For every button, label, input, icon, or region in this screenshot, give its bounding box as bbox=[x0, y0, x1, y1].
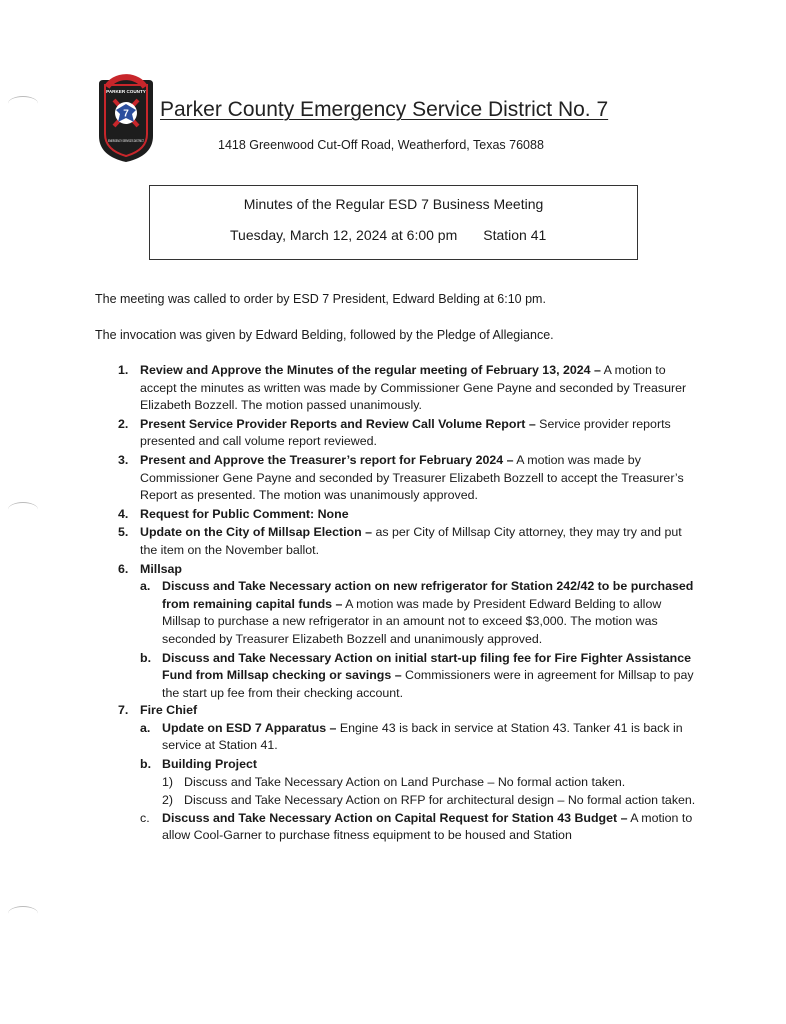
scan-mark bbox=[8, 906, 38, 921]
scan-mark bbox=[8, 502, 38, 517]
item-number: 3. bbox=[118, 452, 129, 467]
sub-item-text: Commissioners were in agreement for Millsap to pay the start up fee from their checking account. bbox=[162, 668, 694, 700]
meeting-station: Station 41 bbox=[483, 227, 547, 243]
call-to-order: The meeting was called to order by ESD 7 President, Edward Belding at 6:10 pm. bbox=[95, 292, 546, 306]
item-number: 2. bbox=[118, 416, 129, 431]
sub-sub-number: 2) bbox=[162, 793, 174, 808]
item-number: 4. bbox=[118, 506, 129, 521]
sub-item-heading: Building Project bbox=[162, 757, 257, 772]
meeting-date-time: Tuesday, March 12, 2024 at 6:00 pm bbox=[230, 227, 458, 243]
agenda-item-7a bbox=[140, 720, 698, 755]
sub-item-heading: Discuss and Take Necessary Action on initial start-up filing fee for Fire Fighter Assistance Fund from Millsap checking or savings – bbox=[162, 650, 692, 683]
title-box bbox=[149, 185, 638, 260]
sub-item-letter: a. bbox=[140, 579, 151, 594]
invocation: The invocation was given by Edward Belding, followed by the Pledge of Allegiance. bbox=[95, 328, 554, 342]
sub-item-letter: c. bbox=[140, 810, 150, 825]
item-heading: Present Service Provider Reports and Review Call Volume Report – bbox=[140, 416, 536, 431]
meeting-date-line bbox=[230, 227, 546, 243]
agenda-item-7 bbox=[118, 702, 698, 720]
item-number: 5. bbox=[118, 525, 129, 540]
logo-text-bottom: EMERGENCY SERVICES DISTRICT bbox=[108, 139, 145, 143]
sub-item-text: Engine 43 is back in service at Station 43. Tanker 41 is back in service at Station 41. bbox=[162, 720, 683, 753]
agenda-item-7b-1 bbox=[162, 774, 698, 792]
agenda-item-4 bbox=[118, 506, 698, 524]
sub-sub-text: Discuss and Take Necessary Action on RFP for architectural design – No formal action taken. bbox=[184, 793, 696, 808]
agenda-item-7b-2 bbox=[162, 792, 698, 810]
sub-item-text: A motion to allow Cool-Garner to purchase fitness equipment to be housed and Station bbox=[162, 810, 693, 843]
sub-item-heading: Discuss and Take Necessary action on new refrigerator for Station 242/42 to be purchased from remaining capital funds – bbox=[162, 579, 694, 611]
sub-item-letter: a. bbox=[140, 720, 151, 735]
agenda-item-6 bbox=[118, 561, 698, 579]
sub-item-letter: b. bbox=[140, 757, 152, 772]
agenda-item-7b bbox=[140, 756, 698, 774]
item-text: A motion was made by Commissioner Gene Payne and seconded by Treasurer Elizabeth Bozzell to accept the Treasurer’s Report as presented. The motion was unanimously approved. bbox=[140, 452, 684, 503]
item-heading: Present and Approve the Treasurer’s report for February 2024 – bbox=[140, 452, 514, 467]
logo-text-top: PARKER COUNTY bbox=[106, 89, 146, 94]
agenda-item-6b bbox=[140, 650, 698, 703]
agenda-item-3 bbox=[118, 452, 698, 505]
item-text: Service provider reports presented and call volume report reviewed. bbox=[140, 416, 671, 449]
item-heading: Update on the City of Millsap Election – bbox=[140, 525, 373, 540]
scan-mark bbox=[8, 96, 38, 111]
item-heading: Fire Chief bbox=[140, 703, 198, 718]
address: 1418 Greenwood Cut-Off Road, Weatherford, Texas 76088 bbox=[218, 138, 544, 152]
item-heading: Request for Public Comment: None bbox=[140, 506, 349, 521]
minutes-title: Minutes of the Regular ESD 7 Business Meeting bbox=[243, 196, 544, 212]
item-number: 1. bbox=[118, 363, 129, 377]
sub-item-heading: Discuss and Take Necessary Action on Capital Request for Station 43 Budget – bbox=[162, 810, 628, 825]
sub-sub-text: Discuss and Take Necessary Action on Land Purchase – No formal action taken. bbox=[184, 774, 626, 789]
sub-item-text: A motion was made by President Edward Belding to allow Millsap to purchase a new refrigerator in an amount not to exceed $3,000. The motion was seconded by Treasurer Elizabeth Bozzell and unanimously approved. bbox=[162, 596, 662, 646]
sub-item-heading: Update on ESD 7 Apparatus – bbox=[162, 720, 337, 735]
logo-number: 7 bbox=[123, 108, 129, 120]
item-heading: Review and Approve the Minutes of the regular meeting of February 13, 2024 – bbox=[140, 363, 601, 377]
item-text: as per City of Millsap City attorney, they may try and put the item on the November ballot. bbox=[140, 525, 682, 557]
agenda-items bbox=[118, 362, 698, 845]
org-name: Parker County Emergency Service District No. 7 bbox=[160, 98, 609, 121]
item-text: A motion to accept the minutes as written was made by Commissioner Gene Payne and seconded by Treasurer Elizabeth Bozzell. The motion passed unanimously. bbox=[140, 363, 687, 413]
item-number: 7. bbox=[118, 703, 129, 718]
agenda-item-7c bbox=[140, 810, 698, 845]
agenda-item-1 bbox=[118, 362, 698, 415]
agenda-item-5 bbox=[118, 524, 698, 559]
esd-7-logo bbox=[97, 78, 155, 164]
agenda-item-6a bbox=[140, 578, 698, 648]
agenda-item-2 bbox=[118, 416, 698, 451]
sub-item-letter: b. bbox=[140, 650, 152, 665]
sub-sub-number: 1) bbox=[162, 774, 174, 789]
item-number: 6. bbox=[118, 561, 129, 576]
item-heading: Millsap bbox=[140, 561, 182, 576]
